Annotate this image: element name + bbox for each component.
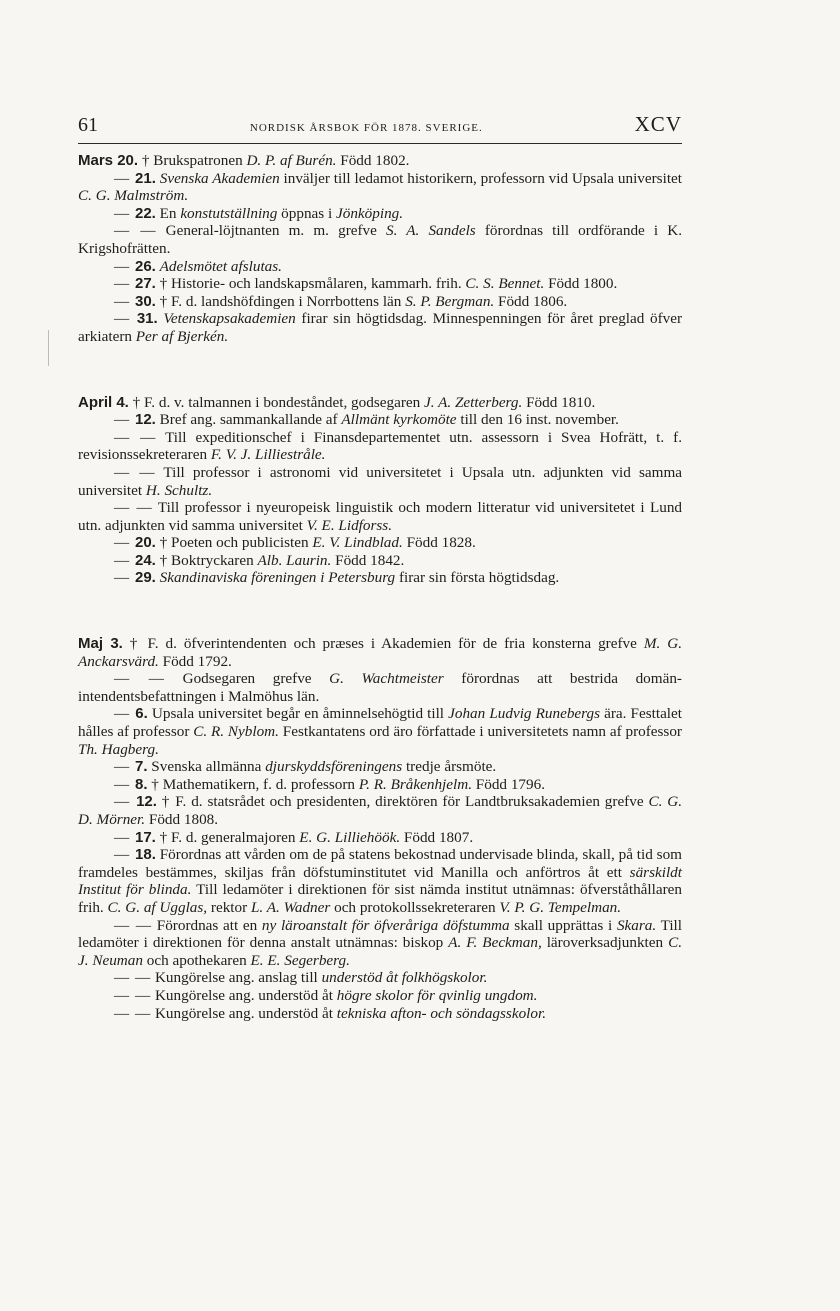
ditto-dash: — xyxy=(114,793,137,811)
entry-text: förordnas att bestrida domän-intendentsbefattningen i Malmöhus län. xyxy=(78,670,682,705)
day-number: 20. xyxy=(134,534,156,552)
italic-name: M. G. Anckarsvärd. xyxy=(78,635,682,670)
ditto-dash: — — xyxy=(114,969,152,987)
entry-text: Förordnas att en xyxy=(152,916,262,934)
italic-name: särskildt Institut för blinda. xyxy=(78,863,682,899)
italic-name: D. P. af Burén. xyxy=(246,152,337,169)
ditto-dash: — xyxy=(114,551,135,569)
entry-text: Till expeditionschef i Finansdepartementet utn. assessorn i Svea Hofrätt, t. f. revisionssekreteraren xyxy=(78,428,683,464)
page-number: 61 xyxy=(78,114,98,136)
ditto-dash: — — xyxy=(114,1004,152,1022)
entry-text: läroverksadjunkten xyxy=(541,934,669,952)
entry-april-6 xyxy=(78,552,682,570)
running-title: NORDISK ÅRSBOK FÖR 1878. SVERIGE. xyxy=(249,122,483,134)
italic-name: S. P. Bergman. xyxy=(405,292,495,310)
entry-maj-5 xyxy=(78,793,682,828)
ditto-dash: — — xyxy=(114,222,157,240)
entry-text: Svenska allmänna xyxy=(147,758,266,776)
month-label: Mars xyxy=(78,152,114,169)
entry-april-0 xyxy=(78,394,682,412)
entry-text: † F. d. statsrådet och presidenten, direktören för Landtbruksakademien grefve xyxy=(156,793,649,811)
italic-name: Jönköping. xyxy=(336,204,404,222)
margin-mark xyxy=(48,330,52,366)
entry-text: Till professor i astronomi vid universitetet i Upsala utn. adjunkten vid samma universitet xyxy=(78,463,682,499)
ditto-dash: — xyxy=(114,828,135,846)
italic-name: djurskyddsföreningens xyxy=(265,758,403,776)
day-number: 31. xyxy=(136,310,158,328)
entry-text: Född 1792. xyxy=(158,652,232,670)
italic-name: Alb. Laurin. xyxy=(257,551,332,569)
ditto-dash: — — xyxy=(114,463,156,481)
day-number: 27. xyxy=(134,275,156,293)
entry-maj-11 xyxy=(78,1005,682,1023)
italic-name: Th. Hagberg. xyxy=(78,740,159,758)
italic-name: konstutställning xyxy=(180,204,278,222)
entry-maj-6 xyxy=(78,829,682,847)
entry-mars-7 xyxy=(78,310,682,345)
entry-text: inväljer till ledamot historikern, professorn vid Upsala universitet xyxy=(279,169,682,187)
entry-text: ära. Festtalet hålles af professor xyxy=(78,705,682,741)
italic-name: högre skolor för qvinlig ungdom. xyxy=(336,986,538,1004)
entry-mars-4 xyxy=(78,258,682,276)
entry-text: † Mathematikern, f. d. professorn xyxy=(147,775,359,793)
ditto-dash: — xyxy=(114,275,135,293)
entry-text: rektor xyxy=(207,898,251,916)
month-label: Maj xyxy=(78,635,104,653)
entry-text: † Historie- och landskapsmålaren, kammarh. frih. xyxy=(155,275,466,293)
entry-text: Förordnas att vården om de på statens bekostnad undervisade blinda, skall, på tid som framdeles bestämmes, skiljas från döfstuminstitutet vid Manilla och anförtros åt ett xyxy=(78,846,683,881)
italic-name: Per af Bjerkén. xyxy=(135,327,229,345)
day-number: 18. xyxy=(135,846,156,864)
entry-maj-9 xyxy=(78,969,682,987)
day-number: 20. xyxy=(113,152,139,169)
entry-text: Född 1810. xyxy=(522,393,596,411)
ditto-dash: — xyxy=(114,705,136,723)
entry-mars-3 xyxy=(78,222,682,257)
entry-text: förordnas till ordförande i K. Krigshofrätten. xyxy=(78,222,683,257)
italic-name: H. Schultz. xyxy=(145,481,213,499)
day-number: 3. xyxy=(103,635,123,653)
day-number: 21. xyxy=(135,169,156,187)
entry-text: skall upprättas i xyxy=(509,916,617,934)
italic-name: V. E. Lidforss. xyxy=(306,516,393,534)
entry-text: † F. d. öfverintendenten och præses i Akademien för de fria konsterna grefve xyxy=(122,635,644,653)
day-number: 24. xyxy=(134,551,156,569)
entry-text: Till professor i nyeuropeisk linguistik och modern litteratur vid universitetet i Lund utn. adjunkten vid samma universitet xyxy=(78,499,683,534)
ditto-dash: — xyxy=(114,292,135,310)
ditto-dash: — xyxy=(114,534,135,552)
italic-name: P. R. Bråkenhjelm. xyxy=(358,775,472,793)
entry-mars-6 xyxy=(78,293,682,311)
ditto-dash: — xyxy=(114,310,137,328)
entry-text: Godsegaren grefve xyxy=(165,670,330,688)
entry-text: Född 1802. xyxy=(336,152,410,169)
entry-mars-5 xyxy=(78,275,682,293)
italic-name: C. G. D. Mörner. xyxy=(78,793,683,828)
entry-text: † Poeten och publicisten xyxy=(155,534,313,552)
entry-maj-4 xyxy=(78,776,682,794)
day-number: 4. xyxy=(112,393,129,411)
entry-text: Född 1796. xyxy=(472,775,545,793)
italic-name: C. S. Bennet. xyxy=(465,275,545,293)
entry-april-4 xyxy=(78,499,682,534)
italic-name: S. A. Sandels xyxy=(386,222,476,240)
ditto-dash: — xyxy=(114,257,135,275)
entry-text: Kungörelse ang. understöd åt xyxy=(151,986,337,1004)
entry-maj-1 xyxy=(78,670,682,705)
entry-text: Upsala universitet begår en åminnelsehögtid till xyxy=(147,705,449,723)
entry-april-5 xyxy=(78,534,682,552)
italic-name: E. G. Lilliehöök. xyxy=(299,828,401,846)
italic-name: understöd åt folkhögskolor. xyxy=(321,969,488,987)
day-number: 26. xyxy=(134,257,156,275)
entry-mars-0 xyxy=(78,152,682,170)
italic-name: Vetenskapsakademien xyxy=(163,310,296,328)
ditto-dash: — — xyxy=(114,499,153,517)
entry-text: tredje årsmöte. xyxy=(402,758,497,776)
entry-text: Festkantatens ord äro författade i universitetets namn af professor xyxy=(278,723,682,741)
entry-text: Född 1806. xyxy=(494,292,568,310)
entry-text: Kungörelse ang. anslag till xyxy=(151,969,322,987)
entry-text: Kungörelse ang. understöd åt xyxy=(151,1004,337,1022)
entry-april-7 xyxy=(78,569,682,587)
entry-text: General-löjtnanten m. m. grefve xyxy=(156,222,387,240)
entry-text: och protokollssekreteraren xyxy=(330,898,500,916)
italic-name: C. J. Neuman xyxy=(78,934,682,969)
entry-april-2 xyxy=(78,429,682,464)
entry-text: öppnas i xyxy=(277,204,336,222)
entry-text: En xyxy=(155,204,181,222)
day-number: 12. xyxy=(136,793,157,811)
day-number: 29. xyxy=(134,569,156,587)
italic-name: tekniska afton- och söndagsskolor. xyxy=(336,1004,546,1022)
entry-text: Till ledamöter i direktionen för sist nämda institut utnämnas: öfverståthållaren frih. xyxy=(78,881,682,916)
italic-name: Svenska Akademien xyxy=(159,169,280,187)
entry-maj-3 xyxy=(78,758,682,776)
ditto-dash: — xyxy=(114,204,135,222)
entry-text: Till ledamöter i direktionen för denna anstalt utnämnas: biskop xyxy=(78,916,682,952)
day-number: 6. xyxy=(135,705,148,723)
ditto-dash: — — xyxy=(114,916,153,934)
entry-text: Bref ang. sammankallande af xyxy=(155,411,342,429)
entry-mars-2 xyxy=(78,205,682,223)
italic-name: C. G. Malmström. xyxy=(78,187,189,205)
entry-april-3 xyxy=(78,464,682,499)
italic-name: ny läroanstalt för öfveråriga döfstumma xyxy=(261,916,510,934)
entry-text: firar sin första högtidsdag. xyxy=(395,569,560,587)
italic-name: A. F. Beckman, xyxy=(448,934,542,952)
italic-name: Allmänt kyrkomöte xyxy=(341,411,457,429)
entry-text: † F. d. generalmajoren xyxy=(155,828,300,846)
section-mars xyxy=(78,152,682,346)
italic-name: Johan Ludvig Runebergs xyxy=(448,705,600,723)
italic-name: E. V. Lindblad. xyxy=(312,534,403,552)
page-body xyxy=(78,152,682,1070)
ditto-dash: — xyxy=(114,758,135,776)
italic-name: L. A. Wadner xyxy=(250,898,331,916)
entry-text: till den 16 inst. november. xyxy=(456,411,619,429)
italic-name: C. G. af Ugglas, xyxy=(107,898,208,916)
roman-page-number: XCV xyxy=(634,112,682,136)
italic-name: G. Wachtmeister xyxy=(329,670,444,688)
entry-text: † Brukspatronen xyxy=(138,152,247,169)
section-maj xyxy=(78,635,682,1022)
ditto-dash: — xyxy=(114,411,135,429)
italic-name: Adelsmötet afslutas. xyxy=(159,257,282,275)
day-number: 7. xyxy=(134,758,148,776)
ditto-dash: — xyxy=(114,169,136,187)
entry-maj-0 xyxy=(78,635,682,670)
ditto-dash: — xyxy=(114,846,136,864)
italic-name: Skandinaviska föreningen i Petersburg xyxy=(159,569,396,587)
day-number: 12. xyxy=(134,411,156,429)
entry-maj-2 xyxy=(78,705,682,758)
ditto-dash: — — xyxy=(114,428,157,446)
entry-april-1 xyxy=(78,411,682,429)
month-label: April xyxy=(78,393,113,411)
day-number: 17. xyxy=(134,828,156,846)
italic-name: V. P. G. Tempelman. xyxy=(499,898,622,916)
section-april xyxy=(78,394,682,588)
entry-text: och apothekaren xyxy=(142,951,251,969)
entry-text: Född 1808. xyxy=(145,811,219,828)
entry-text: Född 1842. xyxy=(331,551,405,569)
entry-text: Född 1800. xyxy=(544,275,618,293)
entry-text: † F. d. v. talmannen i bondeståndet, godsegaren xyxy=(128,393,425,411)
italic-name: C. R. Nyblom. xyxy=(193,723,279,741)
entry-maj-8 xyxy=(78,917,682,970)
ditto-dash: — xyxy=(114,775,135,793)
ditto-dash: — — xyxy=(114,986,152,1004)
entry-text: Född 1807. xyxy=(400,828,474,846)
entry-maj-7 xyxy=(78,846,682,916)
ditto-dash: — — xyxy=(114,670,165,688)
page-header xyxy=(78,112,682,144)
ditto-dash: — xyxy=(114,569,135,587)
italic-name: F. V. J. Lilliestråle. xyxy=(210,446,326,464)
entry-text: † Boktryckaren xyxy=(155,551,258,569)
entry-text: Född 1828. xyxy=(402,534,476,552)
italic-name: Skara. xyxy=(616,916,657,934)
day-number: 8. xyxy=(134,775,148,793)
entry-mars-1 xyxy=(78,170,682,205)
entry-maj-10 xyxy=(78,987,682,1005)
italic-name: J. A. Zetterberg. xyxy=(424,393,523,411)
entry-text: † F. d. landshöfdingen i Norrbottens län xyxy=(155,292,406,310)
day-number: 22. xyxy=(134,204,156,222)
entry-text: firar sin högtidsdag. Minnespenningen för året preglad öfver arkiatern xyxy=(78,310,683,345)
day-number: 30. xyxy=(134,292,156,310)
italic-name: E. E. Segerberg. xyxy=(250,951,350,969)
